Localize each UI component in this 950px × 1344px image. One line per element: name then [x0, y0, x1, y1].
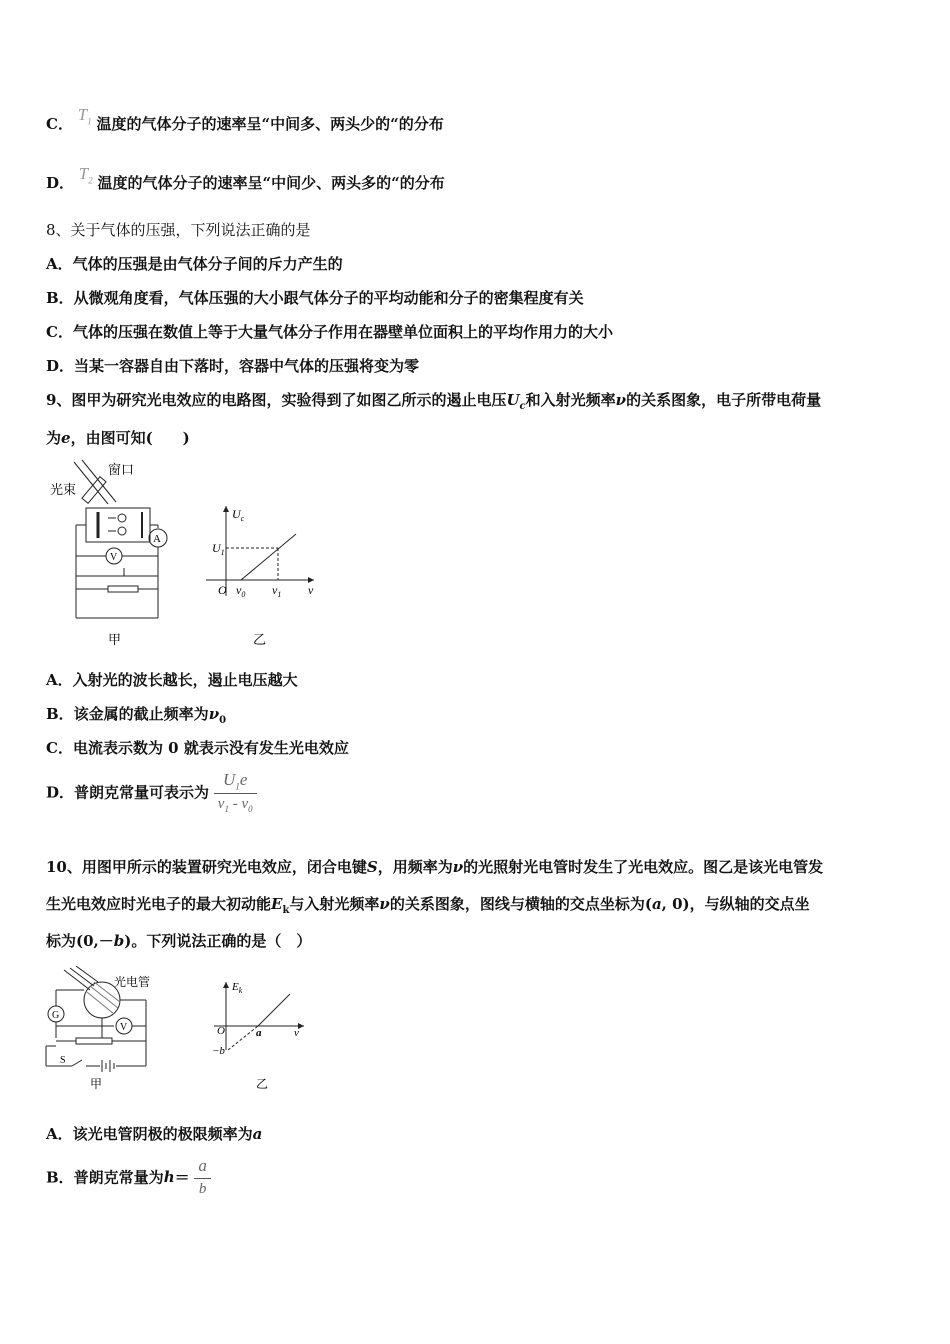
- q10-stem-line2: 生光电效应时光电子的最大初动能$E_k$与入射光频率ν的关系图象，图线与横轴的交点坐标为(a, 0)，与纵轴的交点坐: [46, 895, 810, 916]
- q9-option-c: C．电流表示数为 0 就表示没有发生光电效应: [46, 739, 349, 757]
- temperature-symbol: $T_1$: [77, 105, 92, 127]
- origin-label: O: [217, 1025, 225, 1037]
- switch-label: S: [60, 1055, 66, 1066]
- q10-option-a: A．该光电管阴极的极限频率为a: [46, 1125, 263, 1143]
- caption-left: 甲: [108, 632, 122, 647]
- electron-icon: [118, 527, 126, 535]
- q9-option-a: A．入射光的波长越长，遏止电压越大: [46, 671, 298, 689]
- q9-option-b: B．该金属的截止频率为$\nu_0$: [46, 705, 227, 726]
- window-frame: [82, 477, 106, 504]
- planck-fraction: $\frac{a}{b}$: [194, 1156, 211, 1198]
- x-axis-label: ν: [308, 583, 314, 597]
- uc-line: [241, 534, 296, 580]
- caption-right: 乙: [253, 632, 267, 647]
- q10-figure: [42, 966, 312, 1094]
- phototube: [86, 508, 150, 542]
- ammeter-label: A: [153, 533, 161, 545]
- option-text: 温度的气体分子的速率呈“中间多、两头少的“的分布: [96, 115, 444, 133]
- q8-stem: 8、关于气体的压强，下列说法正确的是: [46, 221, 311, 239]
- rheostat: [76, 1038, 112, 1044]
- light-ray: [76, 966, 98, 982]
- tube-label: 光电管: [114, 975, 151, 989]
- temperature-symbol: $T_2$: [78, 164, 93, 186]
- q10-stem-line1: 10、用图甲所示的装置研究光电效应，闭合电键S，用频率为ν的光照射光电管时发生了光电效应。图乙是该光电管发: [46, 858, 824, 876]
- galv-label: G: [52, 1010, 60, 1021]
- q7-option-d: [46, 164, 445, 199]
- u1-label: $U_1$: [212, 541, 225, 557]
- voltmeter-label: V: [120, 1022, 128, 1033]
- switch-s: [72, 1060, 82, 1066]
- beam-label: 光束: [50, 482, 77, 497]
- q10-stem-line3: 标为(0,－b)。下列说法正确的是（ ）: [46, 932, 312, 950]
- option-label: D．: [46, 174, 75, 192]
- q8-option-a: A．气体的压强是由气体分子间的斥力产生的: [46, 255, 343, 273]
- q7-option-c: [46, 105, 444, 140]
- q9-stem-line2: 为e，由图可知( ): [46, 429, 190, 447]
- option-text: 温度的气体分子的速率呈“中间少、两头多的“的分布: [97, 174, 445, 192]
- q8-option-c: C．气体的压强在数值上等于大量气体分子作用在器壁单位面积上的平均作用力的大小: [46, 323, 613, 341]
- a-mark: a: [256, 1027, 262, 1039]
- ek-extension: [228, 1026, 258, 1050]
- rheostat: [108, 586, 138, 592]
- q8-option-b: B．从微观角度看，气体压强的大小跟气体分子的平均动能和分子的密集程度有关: [46, 289, 584, 307]
- light-beam-line: [74, 462, 108, 504]
- neg-b-label: −b: [212, 1045, 225, 1057]
- planck-fraction: $\frac{U_1e}{\nu_1 - \nu_0}$: [214, 770, 257, 814]
- y-axis-label: $U_c$: [232, 507, 245, 523]
- electron-icon: [118, 514, 126, 522]
- q9-stem-line1: 9、图甲为研究光电效应的电路图，实验得到了如图乙所示的遏止电压$U_c$和入射光频率ν的关系图象，电子所带电荷量: [46, 391, 822, 412]
- q9-option-d: D．普朗克常量可表示为 $\frac{U_1e}{\nu_1 - \nu_0}$: [46, 770, 257, 814]
- q10-option-b: B．普朗克常量为h＝ $\frac{a}{b}$: [46, 1156, 211, 1198]
- window-label: 窗口: [108, 462, 135, 477]
- nu0-label: $\nu_0$: [236, 583, 246, 599]
- q8-option-d: D．当某一容器自由下落时，容器中气体的压强将变为零: [46, 357, 420, 375]
- q9-figure: [46, 458, 336, 650]
- y-axis-label: $E_k$: [232, 981, 243, 995]
- ek-line: [258, 994, 290, 1026]
- origin-label: O: [218, 583, 227, 597]
- caption-left: 甲: [90, 1077, 103, 1091]
- caption-right: 乙: [256, 1077, 269, 1091]
- option-label: C．: [46, 115, 73, 133]
- nu1-label: $\nu_1$: [272, 583, 282, 599]
- voltmeter-label: V: [110, 552, 118, 563]
- x-axis-label: ν: [294, 1027, 299, 1039]
